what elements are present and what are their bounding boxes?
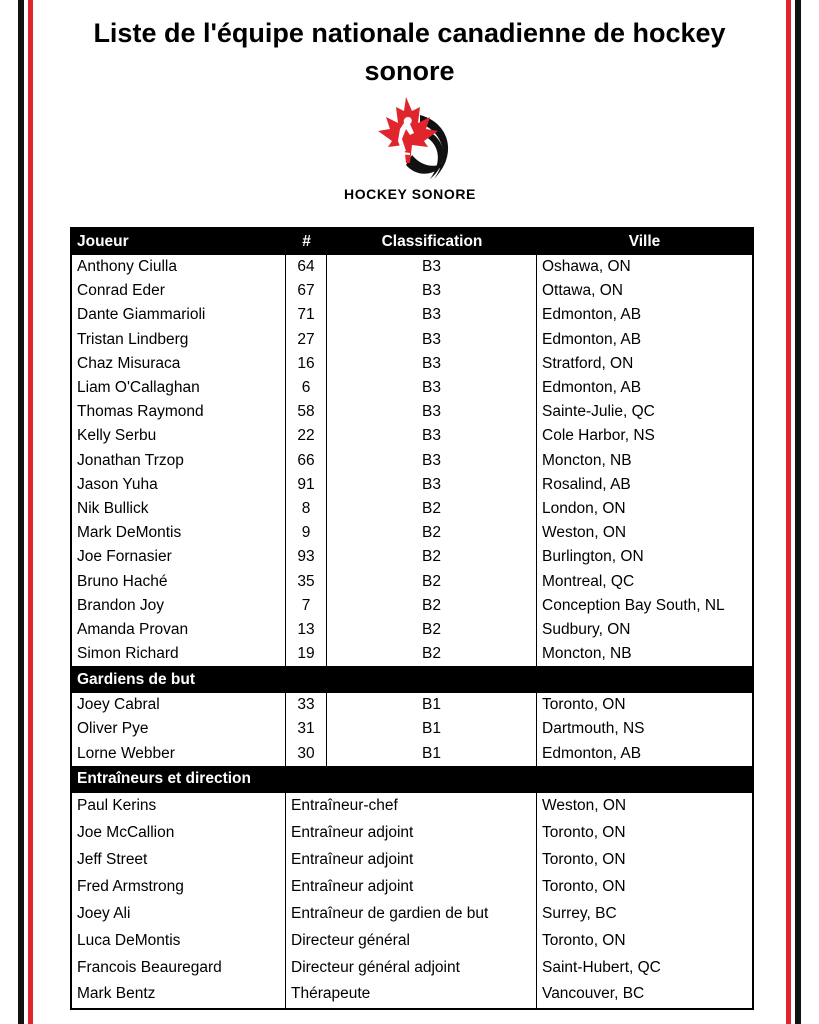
player-classification: B1 [327,693,537,717]
player-name: Oliver Pye [72,717,286,741]
player-name: Conrad Eder [72,279,286,303]
staff-name: Luca DeMontis [72,927,286,954]
player-name: Jason Yuha [72,473,286,497]
player-city: Dartmouth, NS [542,720,645,738]
table-row [72,693,752,717]
player-classification: B2 [327,618,537,642]
staff-heading: Entraîneurs et direction [77,770,251,788]
staff-city: Toronto, ON [542,824,626,842]
table-row [72,424,752,448]
staff-name: Joe McCallion [72,820,286,847]
table-row [72,521,752,545]
table-row [72,594,752,618]
player-classification: B3 [327,303,537,327]
table-row [72,873,752,900]
header-player: Joueur [77,233,129,250]
table-row [72,569,752,593]
staff-city: Toronto, ON [542,850,626,868]
staff-name: Fred Armstrong [72,873,286,900]
player-number: 30 [286,742,327,766]
player-name: Thomas Raymond [72,400,286,424]
table-row [72,900,752,927]
player-city: Toronto, ON [542,696,626,714]
player-classification: B3 [327,449,537,473]
table-row [72,927,752,954]
player-city: Moncton, NB [542,645,632,663]
player-name: Jonathan Trzop [72,449,286,473]
header-number: # [302,233,311,250]
table-row [72,545,752,569]
player-number: 16 [286,352,327,376]
player-number: 91 [286,473,327,497]
table-row [72,449,752,473]
player-number: 66 [286,449,327,473]
staff-role: Directeur général [286,927,537,954]
player-city: Weston, ON [542,524,627,542]
player-number: 22 [286,424,327,448]
table-row [72,279,752,303]
player-name: Mark DeMontis [72,521,286,545]
header-classification: Classification [381,233,483,250]
player-number: 58 [286,400,327,424]
player-number: 27 [286,328,327,352]
goalies-heading: Gardiens de but [77,670,195,688]
table-row [72,618,752,642]
table-row [72,376,752,400]
table-row [72,954,752,981]
player-name: Joe Fornasier [72,545,286,569]
player-city: Burlington, ON [542,548,644,566]
maple-leaf-player-icon [350,95,468,185]
player-number: 13 [286,618,327,642]
staff-city: Saint-Hubert, QC [542,958,661,976]
staff-city: Toronto, ON [542,877,626,895]
table-row [72,328,752,352]
player-city: Edmonton, AB [542,306,642,324]
player-city: London, ON [542,499,626,517]
player-name: Bruno Haché [72,569,286,593]
player-name: Simon Richard [72,642,286,666]
player-city: Rosalind, AB [542,475,631,493]
staff-city: Vancouver, BC [542,985,645,1003]
player-classification: B1 [327,742,537,766]
staff-role: Entraîneur adjoint [286,820,537,847]
player-city: Conception Bay South, NL [542,596,725,614]
staff-city: Weston, ON [542,797,627,815]
table-row [72,981,752,1008]
player-name: Chaz Misuraca [72,352,286,376]
player-name: Nik Bullick [72,497,286,521]
table-row [72,642,752,666]
player-city: Sainte-Julie, QC [542,403,655,421]
player-classification: B2 [327,594,537,618]
table-row [72,742,752,766]
left-black-stripe [18,0,24,1024]
player-classification: B3 [327,424,537,448]
staff-name: Paul Kerins [72,793,286,820]
player-number: 6 [286,376,327,400]
roster-table [70,227,754,1010]
player-number: 31 [286,717,327,741]
player-number: 19 [286,642,327,666]
player-number: 67 [286,279,327,303]
table-row [72,303,752,327]
player-name: Kelly Serbu [72,424,286,448]
table-row [72,847,752,874]
player-city: Edmonton, AB [542,330,642,348]
header-city: Ville [628,233,661,250]
player-classification: B3 [327,279,537,303]
player-classification: B2 [327,497,537,521]
page-title: Liste de l'équipe nationale canadienne de hockey sonore [93,18,726,86]
table-row [72,820,752,847]
right-red-stripe [786,0,791,1024]
player-city: Edmonton, AB [542,379,642,397]
section-heading-staff [72,766,752,793]
staff-name: Joey Ali [72,900,286,927]
table-header-row [72,229,752,255]
right-black-stripe [795,0,801,1024]
player-number: 35 [286,569,327,593]
staff-role: Directeur général adjoint [286,954,537,981]
table-row [72,717,752,741]
staff-name: Francois Beauregard [72,954,286,981]
player-city: Montreal, QC [542,572,635,590]
player-classification: B3 [327,328,537,352]
staff-name: Mark Bentz [72,981,286,1008]
player-classification: B3 [327,352,537,376]
staff-city: Toronto, ON [542,931,626,949]
player-number: 33 [286,693,327,717]
player-city: Cole Harbor, NS [542,427,655,445]
left-red-stripe [28,0,33,1024]
player-number: 8 [286,497,327,521]
staff-role: Entraîneur-chef [286,793,537,820]
player-name: Dante Giammarioli [72,303,286,327]
player-name: Lorne Webber [72,742,286,766]
player-number: 93 [286,545,327,569]
player-name: Tristan Lindberg [72,328,286,352]
players-section [72,255,752,666]
player-number: 9 [286,521,327,545]
player-classification: B1 [327,717,537,741]
table-row [72,352,752,376]
player-city: Stratford, ON [542,354,634,372]
staff-role: Entraîneur adjoint [286,847,537,874]
player-classification: B2 [327,545,537,569]
player-classification: B3 [327,473,537,497]
player-classification: B3 [327,255,537,279]
player-classification: B3 [327,376,537,400]
player-name: Joey Cabral [72,693,286,717]
player-classification: B3 [327,400,537,424]
player-classification: B2 [327,521,537,545]
staff-name: Jeff Street [72,847,286,874]
player-number: 7 [286,594,327,618]
section-heading-goalies [72,666,752,693]
player-name: Anthony Ciulla [72,255,286,279]
table-row [72,473,752,497]
player-number: 71 [286,303,327,327]
player-classification: B2 [327,569,537,593]
staff-role: Entraîneur de gardien de but [286,900,537,927]
table-row [72,793,752,820]
table-row [72,255,752,279]
player-classification: B2 [327,642,537,666]
staff-city: Surrey, BC [542,904,617,922]
player-city: Edmonton, AB [542,744,642,762]
staff-section [72,793,752,1008]
staff-role: Entraîneur adjoint [286,873,537,900]
player-city: Oshawa, ON [542,258,631,276]
player-name: Amanda Provan [72,618,286,642]
player-city: Moncton, NB [542,451,632,469]
player-city: Ottawa, ON [542,282,623,300]
goalies-section [72,693,752,766]
table-row [72,400,752,424]
player-name: Brandon Joy [72,594,286,618]
staff-role: Thérapeute [286,981,537,1008]
player-number: 64 [286,255,327,279]
player-city: Sudbury, ON [542,620,631,638]
logo-text: HOCKEY SONORE [343,186,476,202]
player-name: Liam O'Callaghan [72,376,286,400]
table-row [72,497,752,521]
